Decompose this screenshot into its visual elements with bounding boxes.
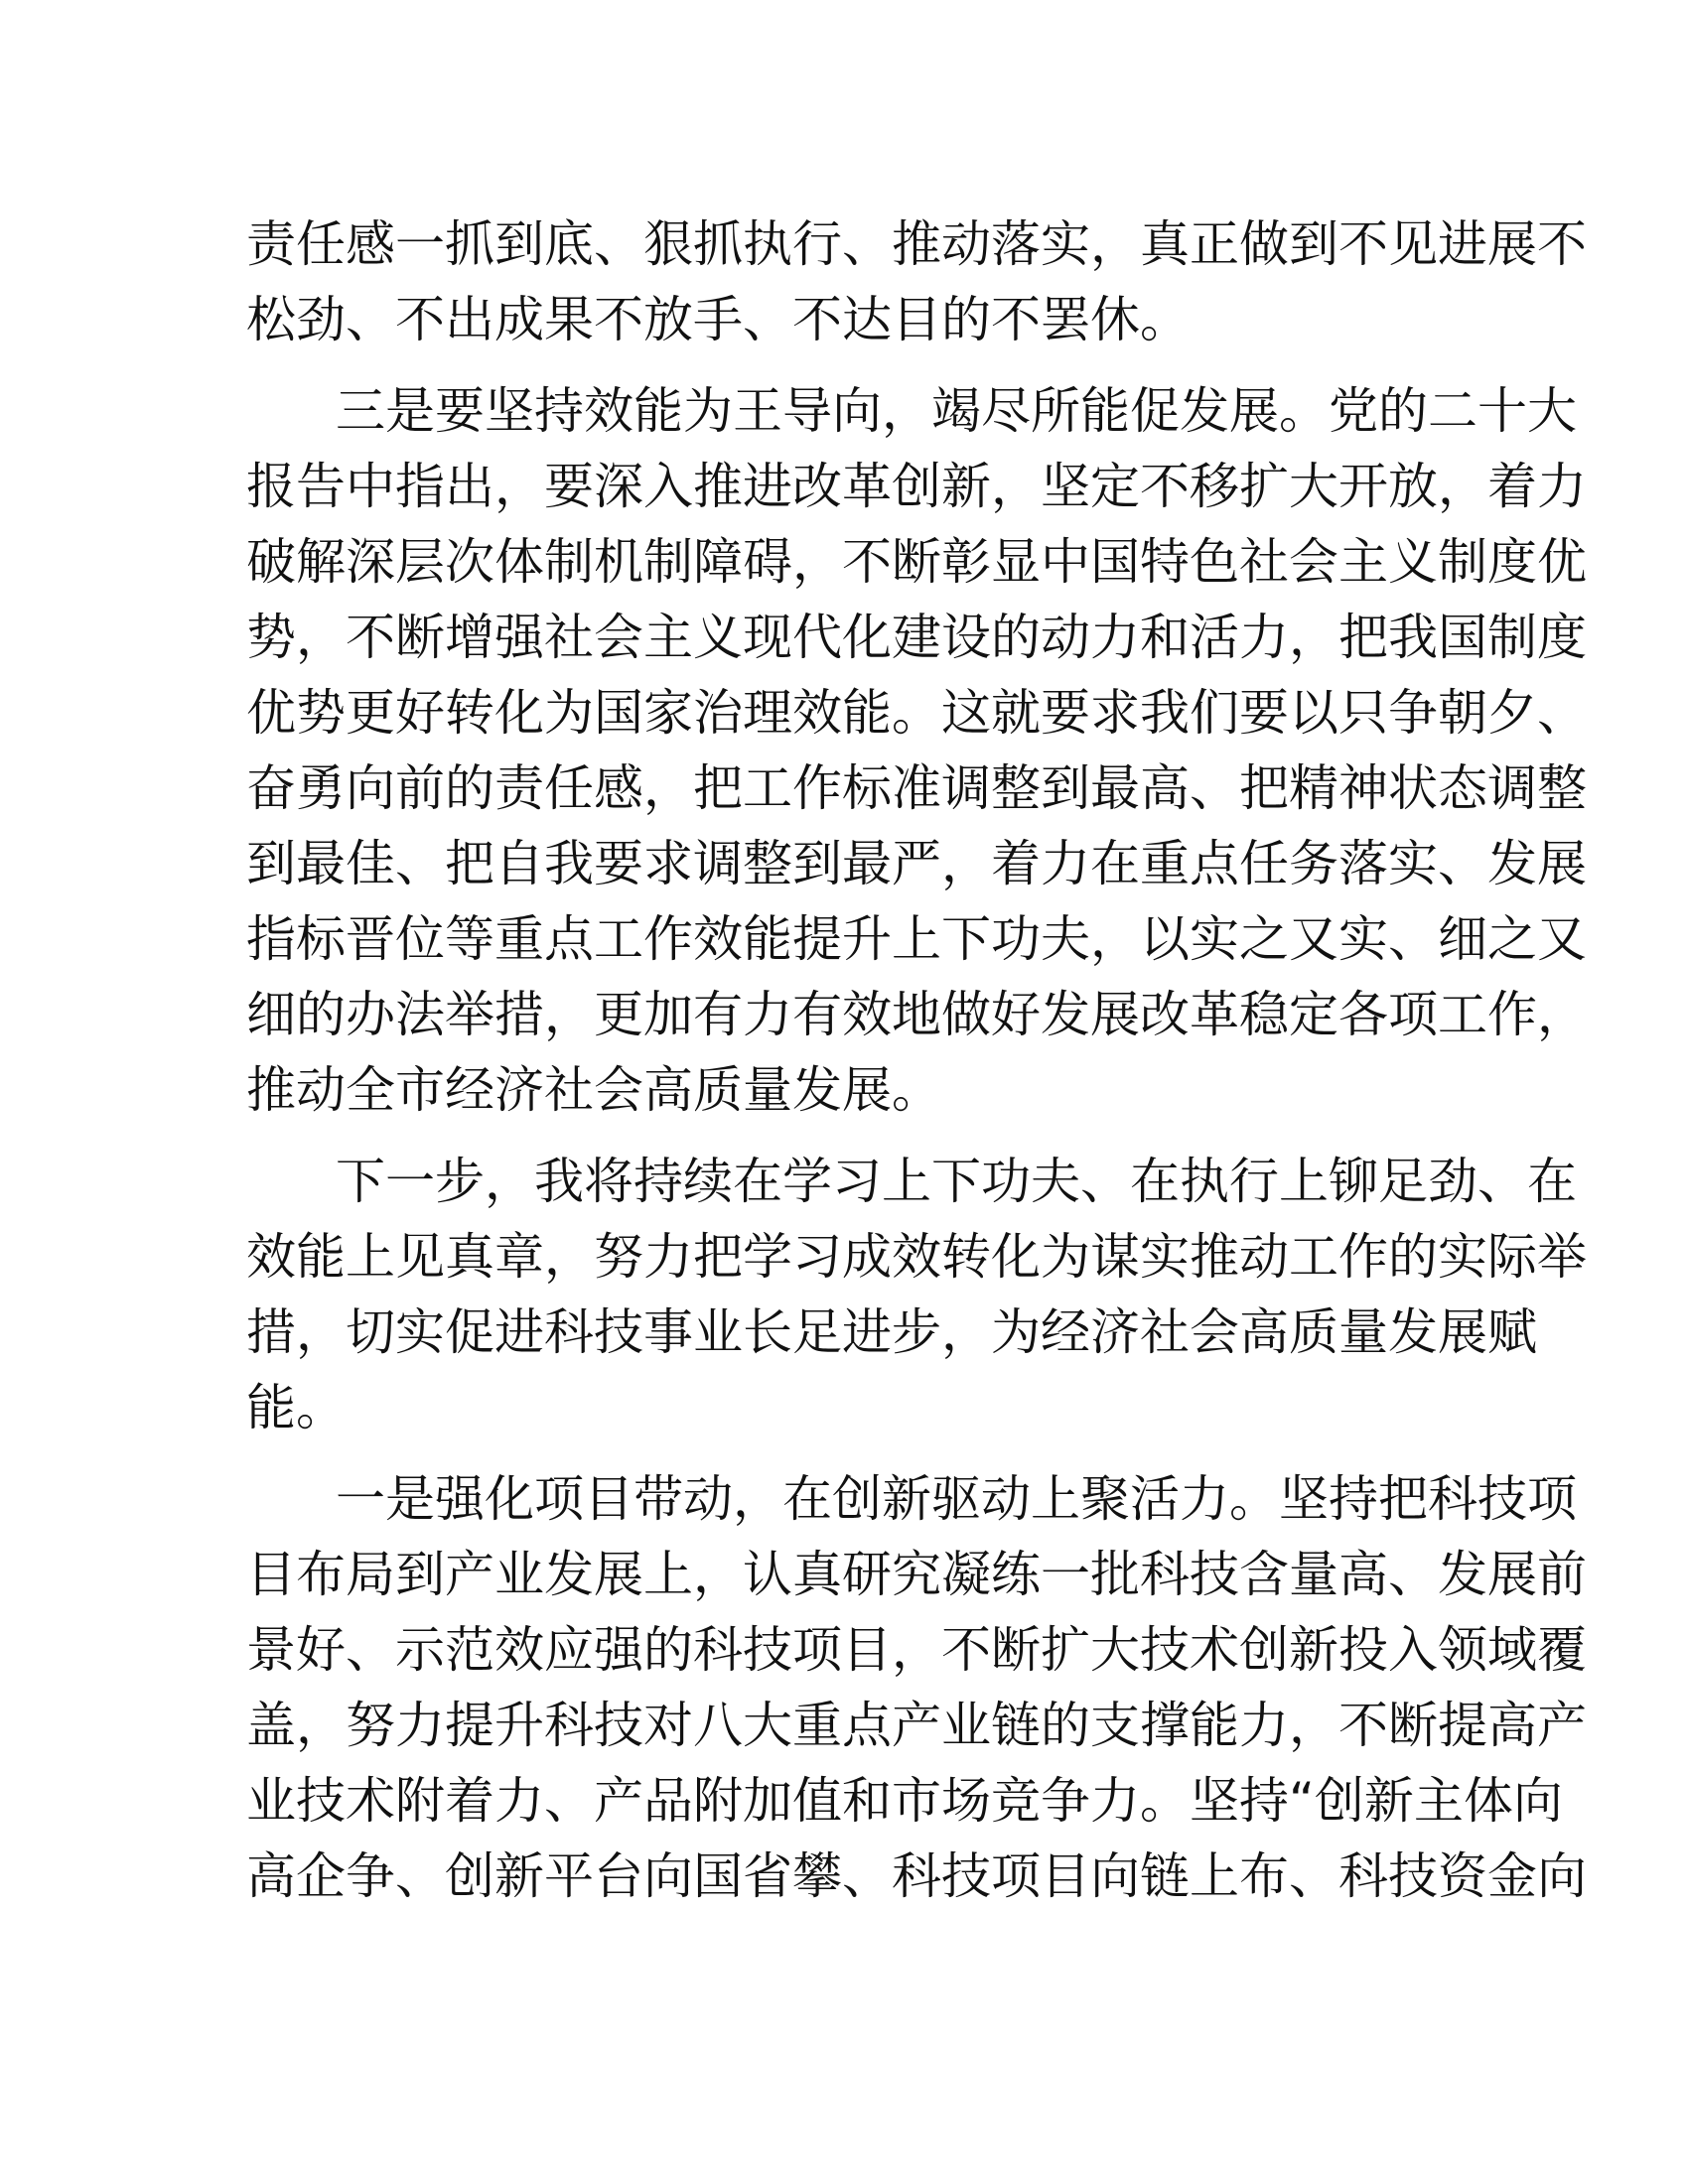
text-line: 业技术附着力、产品附加值和市场竞争力。坚持“创新主体向 (246, 1772, 1563, 1830)
paragraph-2 (246, 373, 1587, 1128)
text-line: 效能上见真章，努力把学习成效转化为谋实推动工作的实际举 (246, 1228, 1587, 1286)
text-line: 高企争、创新平台向国省攀、科技项目向链上布、科技资金向 (246, 1847, 1587, 1905)
text-line: 奋勇向前的责任感，把工作标准调整到最高、把精神状态调整 (246, 759, 1587, 817)
text-line: 一是强化项目带动，在创新驱动上聚活力。坚持把科技项 (336, 1470, 1577, 1528)
text-line: 能。 (246, 1379, 346, 1436)
paragraph-1 (246, 206, 1587, 357)
text-line: 破解深层次体制机制障碍，不断彰显中国特色社会主义制度优 (246, 533, 1587, 591)
text-line: 优势更好转化为国家治理效能。这就要求我们要以只争朝夕、 (246, 684, 1587, 742)
text-line: 松劲、不出成果不放手、不达目的不罢休。 (246, 291, 1190, 348)
text-line: 推动全市经济社会高质量发展。 (246, 1061, 941, 1119)
text-line: 责任感一抓到底、狠抓执行、推动落实，真正做到不见进展不 (246, 215, 1587, 273)
document-body (246, 206, 1587, 1930)
paragraph-4 (246, 1461, 1587, 1914)
text-line: 指标晋位等重点工作效能提升上下功夫，以实之又实、细之又 (246, 910, 1587, 968)
text-line: 目布局到产业发展上，认真研究凝练一批科技含量高、发展前 (246, 1546, 1587, 1603)
text-line: 景好、示范效应强的科技项目，不断扩大技术创新投入领域覆 (246, 1621, 1587, 1679)
text-line: 势，不断增强社会主义现代化建设的动力和活力，把我国制度 (246, 609, 1587, 666)
text-line: 到最佳、把自我要求调整到最严，着力在重点任务落实、发展 (246, 835, 1587, 892)
text-line: 三是要坚持效能为王导向，竭尽所能促发展。党的二十大 (336, 382, 1577, 440)
paragraph-3 (246, 1144, 1587, 1445)
text-line: 措，切实促进科技事业长足进步，为经济社会高质量发展赋 (246, 1303, 1537, 1361)
text-line: 盖，努力提升科技对八大重点产业链的支撑能力，不断提高产 (246, 1697, 1587, 1754)
text-line: 细的办法举措，更加有力有效地做好发展改革稳定各项工作， (246, 986, 1587, 1043)
text-line: 下一步，我将持续在学习上下功夫、在执行上铆足劲、在 (336, 1153, 1577, 1210)
text-line: 报告中指出，要深入推进改革创新，坚定不移扩大开放，着力 (246, 458, 1587, 515)
